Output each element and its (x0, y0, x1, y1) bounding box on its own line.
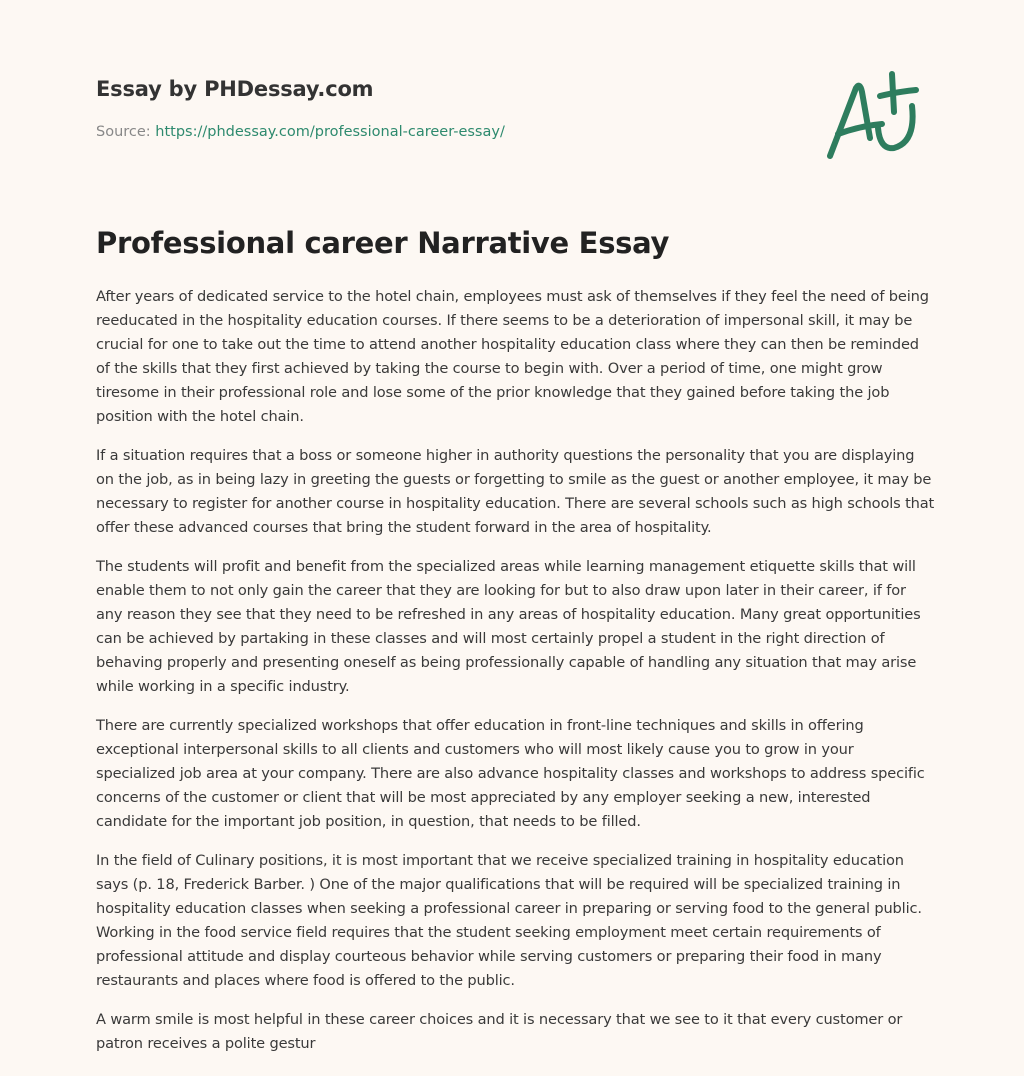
essay-paragraph: If a situation requires that a boss or someone higher in authority questions the personality that you are displaying on the job, as in being lazy in greeting the guests or forgetting to smile as the guest or another employee, it may be necessary to register for another course in hospitality education. There are several schools such as high schools that offer these advanced courses that bring the student forward in the area of hospitality. (96, 447, 935, 536)
essay-paragraph: In the field of Culinary positions, it is most important that we receive specialized training in hospitality education says (p. 18, Frederick Barber. ) One of the major qualifications that will be required will be specialized training in hospitality education classes when seeking a professional career in preparing or serving food to the general public. Working in the food service field requires that the student seeking employment meet certain requirements of professional attitude and display courteous behavior while serving customers or preparing their food in many restaurants and places where food is offered to the public. (96, 852, 922, 989)
a-plus-logo-icon (820, 68, 930, 168)
essay-body (96, 285, 936, 1071)
site-title: Essay by PHDessay.com (96, 77, 374, 101)
source-line (96, 124, 505, 140)
essay-title: Professional career Narrative Essay (96, 226, 670, 260)
essay-paragraph: There are currently specialized workshops that offer education in front-line techniques and skills in offering exceptional interpersonal skills to all clients and customers who will most likely cause you to grow in your specialized job area at your company. There are also advance hospitality classes and workshops to address specific concerns of the customer or client that will be most appreciated by any employer seeking a new, interested candidate for the important job position, in question, that needs to be filled. (96, 717, 925, 830)
essay-paragraph: The students will profit and benefit from the specialized areas while learning management etiquette skills that will enable them to not only gain the career that they are looking for but to also draw upon later in their career, if for any reason they see that they need to be refreshed in any areas of hospitality education. Many great opportunities can be achieved by partaking in these classes and will most certainly propel a student in the right direction of behaving properly and presenting oneself as being professionally capable of handling any situation that may arise while working in a specific industry. (96, 558, 921, 695)
essay-paragraph: A warm smile is most helpful in these career choices and it is necessary that we see to it that every customer or patron receives a polite gestur (96, 1011, 903, 1052)
essay-paragraph: After years of dedicated service to the hotel chain, employees must ask of themselves if they feel the need of being reeducated in the hospitality education courses. If there seems to be a deterioration of impersonal skill, it may be crucial for one to take out the time to attend another hospitality education class where they can then be reminded of the skills that they first achieved by taking the course to begin with. Over a period of time, one might grow tiresome in their professional role and lose some of the prior knowledge that they gained before taking the job position with the hotel chain. (96, 288, 929, 425)
source-link[interactable]: https://phdessay.com/professional-career-essay/ (155, 124, 505, 140)
source-label: Source: (96, 124, 151, 140)
